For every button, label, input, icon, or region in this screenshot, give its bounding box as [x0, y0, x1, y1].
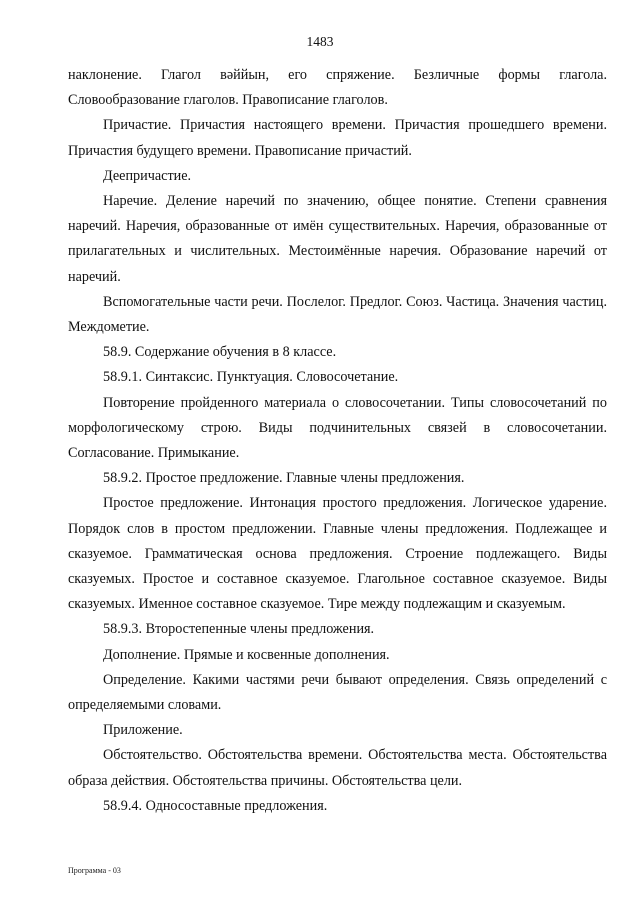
paragraph-auxiliary-parts: Вспомогательные части речи. Послелог. Предлог. Союз. Частица. Значения частиц. Междометие.	[68, 293, 607, 336]
section-heading-58-9-1: 58.9.1. Синтаксис. Пунктуация. Словосочетание.	[103, 369, 399, 386]
paragraph-verb-forms: наклонение. Глагол вәййын, его спряжение. Безличные формы глагола. Словообразование глаголов. Правописание глаголов.	[68, 67, 607, 109]
section-heading-58-9-4: 58.9.4. Односоставные предложения.	[103, 797, 328, 814]
section-heading-58-9: 58.9. Содержание обучения в 8 классе.	[103, 344, 337, 361]
paragraph-object: Дополнение. Прямые и косвенные дополнения.	[103, 646, 390, 663]
paragraph-participle: Причастие. Причастия настоящего времени. Причастия прошедшего времени. Причастия будущего времени. Правописание причастий.	[68, 117, 607, 159]
paragraph-attribute: Определение. Какими частями речи бывают определения. Связь определений с определяемыми словами.	[68, 671, 607, 714]
paragraph-adverbial: Обстоятельство. Обстоятельства времени. Обстоятельства места. Обстоятельства образа действия. Обстоятельства причины. Обстоятельства цели.	[68, 747, 607, 789]
paragraph-apposition: Приложение.	[103, 722, 183, 739]
page-number: 1483	[306, 34, 334, 49]
paragraph-word-combinations: Повторение пройденного материала о словосочетании. Типы словосочетаний по морфологическому строю. Виды подчинительных связей в словосочетании. Согласование. Примыкание.	[68, 394, 607, 462]
paragraph-gerund: Деепричастие.	[103, 167, 192, 184]
page-footer: Программа - 03	[68, 866, 121, 875]
paragraph-adverb: Наречие. Деление наречий по значению, общее понятие. Степени сравнения наречий. Наречия, образованные от имён существительных. Наречия, образованные от прилагательных и числительных. Местоимённые наречия. Образование наречий от наречий.	[68, 193, 607, 285]
paragraph-simple-sentence: Простое предложение. Интонация простого предложения. Логическое ударение. Порядок слов в простом предложении. Главные члены предложения. Подлежащее и сказуемое. Грамматическая основа предложения. Строение подлежащего. Виды сказуемых. Простое и составное сказуемое. Глагольное составное сказуемое. Виды сказуемых. Именное составное сказуемое. Тире между подлежащим и сказуемым.	[68, 495, 607, 613]
document-body	[68, 63, 607, 819]
section-heading-58-9-3: 58.9.3. Второстепенные члены предложения.	[103, 621, 375, 638]
section-heading-58-9-2: 58.9.2. Простое предложение. Главные члены предложения.	[103, 470, 465, 487]
